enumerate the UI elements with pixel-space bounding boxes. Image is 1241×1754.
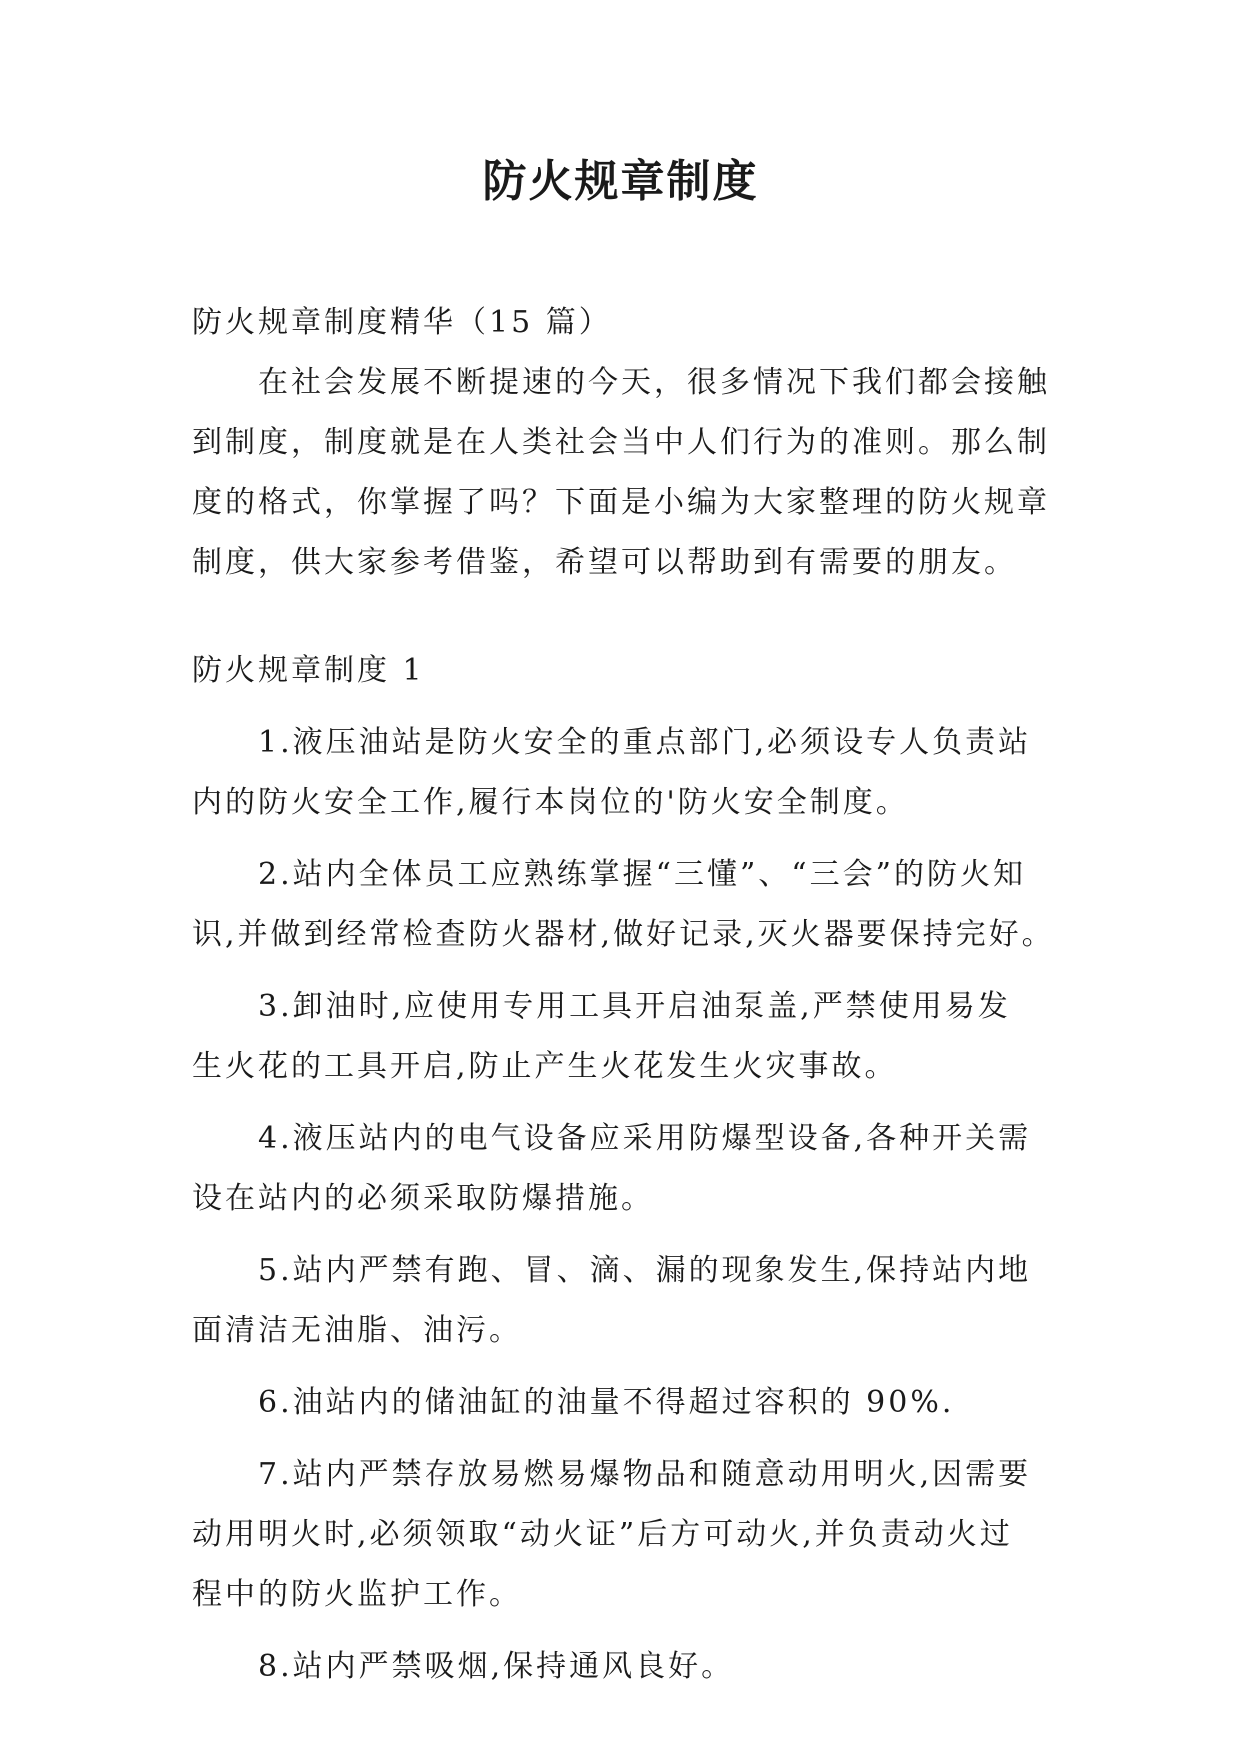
rule-line: 1.液压油站是防火安全的重点部门,必须设专人负责站: [258, 725, 1032, 760]
rule-line: 内的防火安全工作,履行本岗位的'防火安全制度。: [192, 785, 909, 820]
rule-line: 生火花的工具开启,防止产生火花发生火灾事故。: [192, 1049, 898, 1084]
rule-item: [192, 1241, 1072, 1361]
subtitle: [192, 293, 1072, 353]
rule-line: 7.站内严禁存放易燃易爆物品和随意动用明火,因需要: [258, 1457, 1032, 1492]
rule-line: 3.卸油时,应使用专用工具开启油泵盖,严禁使用易发: [258, 989, 1011, 1024]
rule-line: 识,并做到经常检查防火器材,做好记录,灭火器要保持完好。: [192, 917, 1055, 952]
rule-line: 5.站内严禁有跑、冒、滴、漏的现象发生,保持站内地: [258, 1253, 1032, 1288]
rule-item: [192, 1109, 1072, 1229]
rule-item: [192, 845, 1072, 965]
section-heading: [192, 641, 1072, 701]
section-heading-line: 防火规章制度 1: [192, 653, 425, 688]
intro-line: 到制度，制度就是在人类社会当中人们行为的准则。那么制: [192, 425, 1050, 460]
rule-line: 程中的防火监护工作。: [192, 1577, 522, 1612]
rule-item: [192, 977, 1072, 1097]
page-title: 防火规章制度: [482, 156, 759, 207]
subtitle-line: 防火规章制度精华（15 篇）: [192, 305, 612, 340]
intro-paragraph: [192, 353, 1072, 593]
rule-line: 4.液压站内的电气设备应采用防爆型设备,各种开关需: [258, 1121, 1032, 1156]
intro-line: 在社会发展不断提速的今天，很多情况下我们都会接触: [258, 365, 1050, 400]
intro-line: 制度，供大家参考借鉴，希望可以帮助到有需要的朋友。: [192, 545, 1017, 580]
document-body: [192, 293, 1072, 1697]
rule-item: [192, 713, 1072, 833]
rule-line: 2.站内全体员工应熟练掌握“三懂”、“三会”的防火知: [258, 857, 1026, 892]
rule-item: [192, 1373, 1072, 1433]
rule-line: 6.油站内的储油缸的油量不得超过容积的 90%.: [258, 1385, 955, 1420]
rule-line: 动用明火时,必须领取“动火证”后方可动火,并负责动火过: [192, 1517, 1013, 1552]
rule-line: 设在站内的必须采取防爆措施。: [192, 1181, 654, 1216]
rule-item: [192, 1637, 1072, 1697]
rule-line: 面清洁无油脂、油污。: [192, 1313, 522, 1348]
intro-line: 度的格式，你掌握了吗？下面是小编为大家整理的防火规章: [192, 485, 1050, 520]
rule-line: 8.站内严禁吸烟,保持通风良好。: [258, 1649, 735, 1684]
rule-item: [192, 1445, 1072, 1625]
